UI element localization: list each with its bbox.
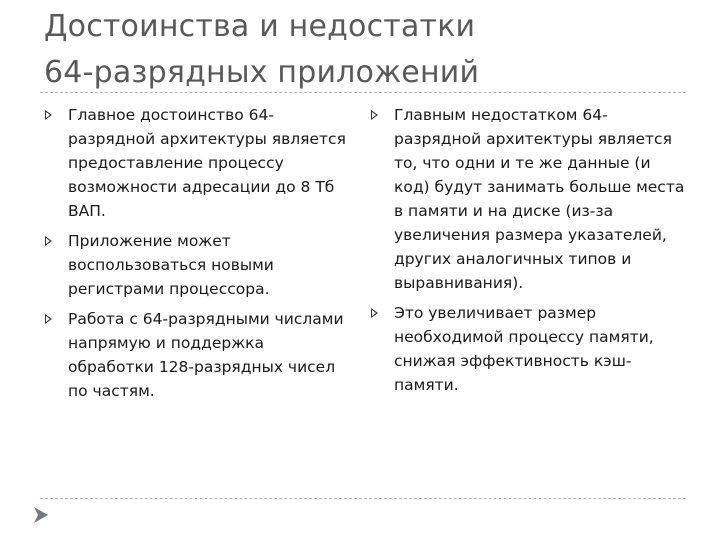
advantage-text: Главное достоинство 64-разрядной архитектуры является предоставление процессу возможности адресации до 8 Тб ВАП. xyxy=(68,106,346,220)
advantage-text: Приложение может воспользоваться новыми регистрами процессора. xyxy=(68,232,274,298)
slide-title-line-2: 64-разрядных приложений xyxy=(44,55,480,90)
next-slide-arrow-icon[interactable] xyxy=(33,506,49,524)
advantage-item xyxy=(44,307,354,403)
triangle-bullet-icon xyxy=(45,236,52,246)
disadvantage-text: Главным недостатком 64-разрядной архитектуры является то, что одни и те же данные (и код) будут занимать больше места в памяти и на диске (из-за увеличения размера указателей, других аналогичных типов и выравнивания). xyxy=(394,106,685,292)
disadvantages-column xyxy=(370,103,688,403)
advantages-column xyxy=(44,103,354,409)
slide-title xyxy=(44,4,684,96)
disadvantage-item xyxy=(370,103,688,295)
advantage-text: Работа с 64-разрядными числами напрямую и поддержка обработки 128-разрядных чисел по частям. xyxy=(68,310,344,400)
triangle-bullet-icon xyxy=(45,314,52,324)
title-divider xyxy=(40,92,686,93)
disadvantage-text: Это увеличивает размер необходимой процессу памяти, снижая эффективность кэш-памяти. xyxy=(394,304,654,394)
disadvantage-item xyxy=(370,301,688,397)
footer-divider xyxy=(40,498,686,499)
triangle-bullet-icon xyxy=(45,110,52,120)
advantage-item xyxy=(44,229,354,301)
triangle-bullet-icon xyxy=(371,308,378,318)
triangle-bullet-icon xyxy=(371,110,378,120)
slide-title-line-1: Достоинства и недостатки xyxy=(44,9,476,44)
advantage-item xyxy=(44,103,354,223)
